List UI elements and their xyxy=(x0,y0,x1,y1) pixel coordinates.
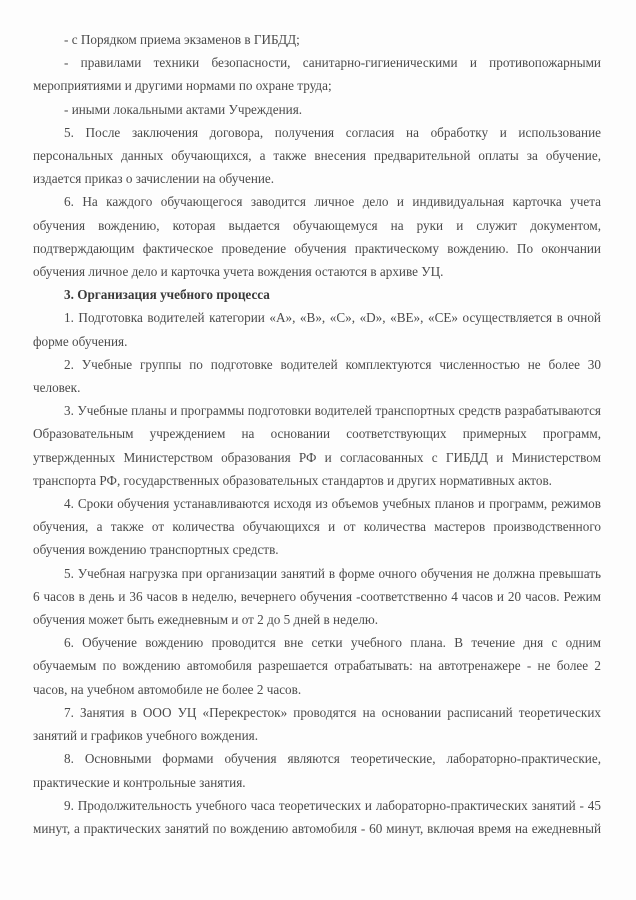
section-item-6: 6. Обучение вождению проводится вне сетки учебного плана. В течение дня с одним обучаемым по вождению автомобиля разрешается отрабатывать: на автотренажере - не более 2 часов, на учебном автомобиле не более 2 часов. xyxy=(33,635,601,697)
paragraph-enrollment-order: 5. После заключения договора, получения согласия на обработку и использование персональных данных обучающихся, а также внесения предварительной оплаты за обучение, издается приказ о зачислении на обучение. xyxy=(33,124,601,187)
section-item-5: 5. Учебная нагрузка при организации занятий в форме очного обучения не должна превышать 6 часов в день и 36 часов в неделю, вечернего обучения -соответственно 4 часов и 20 часов. Режим обучения может быть ежедневным и от 2 до 5 дней в неделю. xyxy=(33,565,601,628)
paragraph-local-acts: - иными локальными актами Учреждения. xyxy=(64,101,303,117)
section-item-8: 8. Основными формами обучения являются теоретические, лабораторно-практические, практические и контрольные занятия. xyxy=(33,751,601,790)
section-item-1: 1. Подготовка водителей категории «А», «В», «С», «D», «ВЕ», «СЕ» осуществляется в очной форме обучения. xyxy=(33,310,601,349)
section-item-2: 2. Учебные группы по подготовке водителей комплектуются численностью не более 30 человек. xyxy=(33,356,601,396)
section-item-9: 9. Продолжительность учебного часа теоретических и лабораторно-практических занятий - 45 минут, а практических занятий по вождению автомобиля - 60 минут, включая время на ежедневный xyxy=(33,797,601,836)
section-item-3: 3. Учебные планы и программы подготовки водителей транспортных средств разрабатываются Образовательным учреждением на основании соответствующих примерных программ, утвержденных Министерством образования РФ и согласованных с ГИБДД и Министерством транспорта РФ, государственных образовательных стандартов и других нормативных актов. xyxy=(33,403,601,488)
paragraph-personal-file: 6. На каждого обучающегося заводится личное дело и индивидуальная карточка учета обучения вождению, которая выдается обучающемуся на руки и служит документом, подтверждающим фактическое проведение обучения практическому вождению. По окончании обучения личное дело и карточка учета вождения остаются в архиве УЦ. xyxy=(33,194,601,280)
document-body xyxy=(33,28,601,840)
section-item-7: 7. Занятия в ООО УЦ «Перекресток» проводятся на основании расписаний теоретических занятий и графиков учебного вождения. xyxy=(33,704,601,744)
section-heading: 3. Организация учебного процесса xyxy=(64,287,270,303)
section-item-4: 4. Сроки обучения устанавливаются исходя из объемов учебных планов и программ, режимов обучения, а также от количества обучающихся и от количества мастеров производственного обучения вождению транспортных средств. xyxy=(33,496,601,558)
paragraph-exam-procedure: - с Порядком приема экзаменов в ГИБДД; xyxy=(64,32,300,47)
paragraph-safety-rules: - правилами техники безопасности, санитарно-гигиеническими и противопожарными мероприятиями и другими нормами по охране труда; xyxy=(33,55,601,94)
